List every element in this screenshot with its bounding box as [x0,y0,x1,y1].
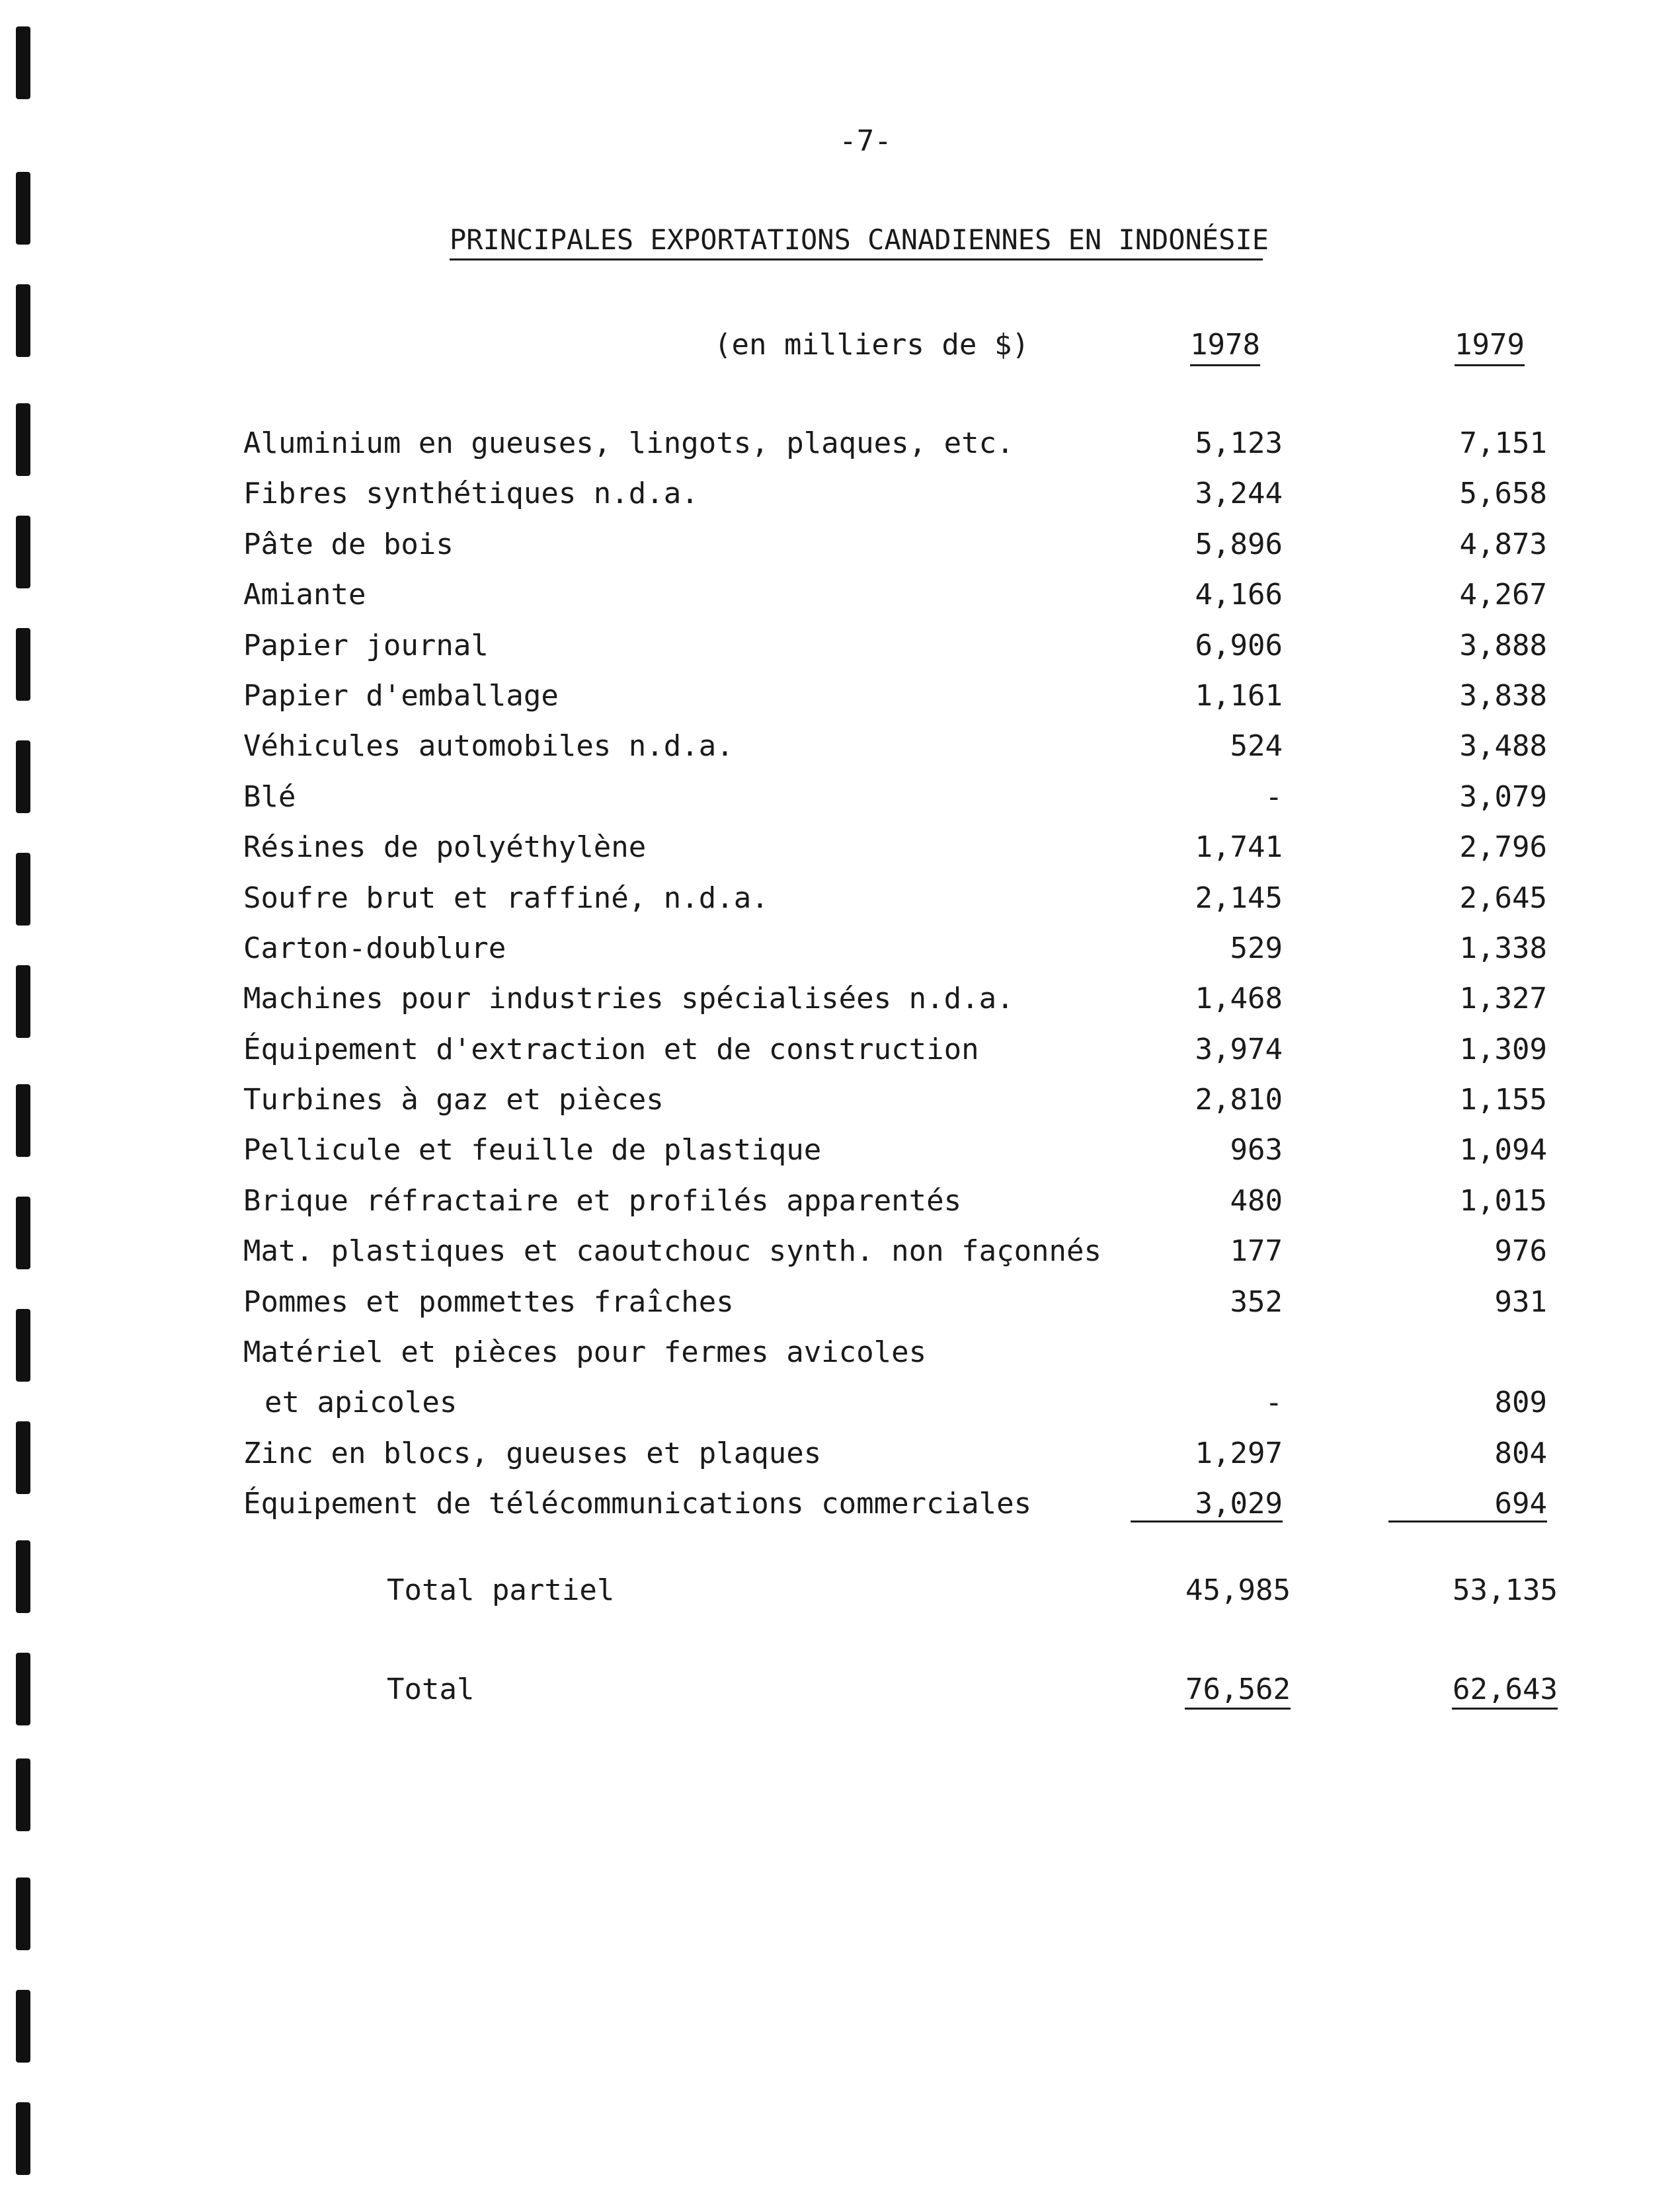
value-1979: 1,094 [1459,1133,1547,1167]
value-1978: 1,468 [1195,982,1283,1016]
subtotal-label: Total partiel [387,1573,615,1607]
table-row [0,1386,1678,1436]
value-1978: 1,161 [1195,678,1283,713]
punch-hole [16,284,30,357]
total-row [0,1673,1678,1719]
value-1978: 524 [1230,729,1283,764]
value-1978: - [1265,1386,1283,1420]
value-1978: 3,974 [1195,1032,1283,1066]
value-1979: 4,267 [1459,578,1547,612]
table-row [0,1083,1678,1133]
value-1978: 6,906 [1195,628,1283,662]
row-label: Papier journal [243,628,489,662]
table-row [0,528,1678,578]
value-1979: 804 [1494,1436,1547,1470]
row-label: Pommes et pommettes fraîches [243,1284,734,1319]
value-1979: 7,151 [1459,426,1547,460]
punch-hole [16,172,30,245]
value-1979: 976 [1494,1234,1547,1269]
value-1979: 3,079 [1459,779,1547,814]
row-label: Équipement de télécommunications commerciales [243,1487,1032,1521]
value-1978: 963 [1230,1133,1283,1167]
value-1979: 3,888 [1459,628,1547,662]
row-label: Machines pour industries spécialisées n.d.a. [243,982,1014,1016]
row-label: Blé [243,779,296,814]
row-label: Pâte de bois [243,527,454,561]
value-1978: - [1265,779,1283,814]
row-label: Brique réfractaire et profilés apparentés [243,1183,962,1218]
table-row [0,1033,1678,1083]
table-row [0,1184,1678,1234]
total-label: Total [387,1673,475,1706]
table-row [0,1234,1678,1284]
exports-table [0,426,1678,1538]
units-label: (en milliers de $) [714,328,1029,362]
value-1978: 352 [1230,1284,1283,1319]
value-1978: 3,244 [1195,477,1283,511]
table-row [0,729,1678,779]
value-1978: 1,297 [1195,1436,1283,1470]
page-title: PRINCIPALES EXPORTATIONS CANADIENNES EN INDONÉSIE [450,223,1263,260]
value-1979: 1,015 [1459,1183,1547,1218]
table-row [0,1133,1678,1183]
value-1978: 2,145 [1195,881,1283,915]
row-label: Fibres synthétiques n.d.a. [243,477,699,511]
value-1978: 5,896 [1195,527,1283,561]
value-1979: 1,155 [1459,1083,1547,1117]
row-label: Papier d'emballage [243,678,559,713]
table-row [0,578,1678,628]
value-1978: 3,029 [1131,1487,1283,1522]
value-1978: 2,810 [1195,1083,1283,1117]
value-1979: 3,488 [1459,729,1547,764]
table-row [0,426,1678,477]
value-1979: 1,309 [1459,1032,1547,1066]
row-label: Aluminium en gueuses, lingots, plaques, etc. [243,426,1014,460]
punch-hole [16,1758,30,1831]
punch-hole [16,2102,30,2175]
value-1979: 4,873 [1459,527,1547,561]
punch-hole [16,26,30,99]
row-label: Matériel et pièces pour fermes avicoles [243,1335,927,1370]
table-row [0,477,1678,527]
punch-hole [16,1990,30,2063]
row-label: Résines de polyéthylène [243,830,647,865]
page-number: -7- [839,124,892,158]
value-1978: 1,741 [1195,830,1283,865]
value-1979: 1,327 [1459,982,1547,1016]
table-row [0,1285,1678,1335]
column-header-1978: 1978 [1190,328,1260,366]
row-label: Véhicules automobiles n.d.a. [243,729,734,764]
value-1978: 5,123 [1195,426,1283,460]
value-1979: 5,658 [1459,477,1547,511]
row-label: Turbines à gaz et pièces [243,1083,664,1117]
table-row [0,679,1678,729]
table-row [0,982,1678,1032]
total-1979: 62,643 [1452,1673,1558,1710]
table-row [0,830,1678,881]
value-1978: 529 [1230,931,1283,965]
subtotal-1979: 53,135 [1453,1573,1558,1607]
value-1979: 694 [1388,1487,1547,1522]
value-1979: 2,796 [1459,830,1547,865]
table-row [0,1335,1678,1386]
table-row [0,629,1678,679]
row-label: Zinc en blocs, gueuses et plaques [243,1436,822,1470]
column-header-1979: 1979 [1455,328,1525,366]
subtotal-row [0,1573,1678,1620]
row-label: Carton-doublure [243,931,506,965]
row-label: Amiante [243,578,366,612]
row-label: Mat. plastiques et caoutchouc synth. non façonnés [243,1234,1102,1269]
row-label: Pellicule et feuille de plastique [243,1133,822,1167]
table-row [0,1487,1678,1537]
row-label: et apicoles [264,1386,458,1420]
table-row [0,931,1678,982]
value-1978: 480 [1230,1183,1283,1218]
subtotal-1978: 45,985 [1185,1573,1291,1607]
punch-hole [16,1877,30,1950]
value-1978: 4,166 [1195,578,1283,612]
table-row [0,881,1678,931]
value-1979: 1,338 [1459,931,1547,965]
row-label: Équipement d'extraction et de construction [243,1032,979,1066]
value-1979: 3,838 [1459,678,1547,713]
value-1979: 2,645 [1459,881,1547,915]
table-row [0,1437,1678,1487]
value-1979: 809 [1494,1386,1547,1420]
row-label: Soufre brut et raffiné, n.d.a. [243,881,769,915]
value-1979: 931 [1494,1284,1547,1319]
value-1978: 177 [1230,1234,1283,1269]
total-1978: 76,562 [1185,1673,1291,1710]
table-row [0,780,1678,830]
